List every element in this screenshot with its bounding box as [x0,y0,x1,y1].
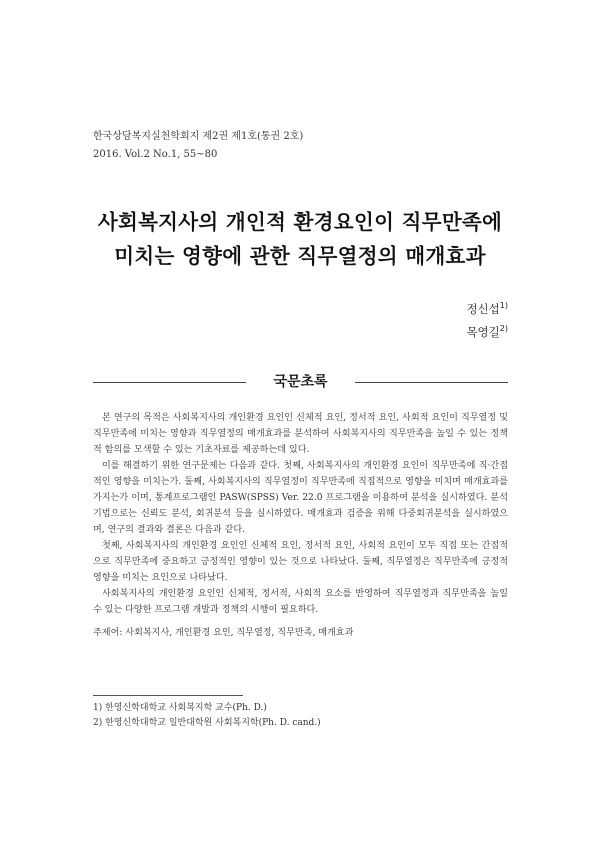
author-1 [466,296,508,319]
keywords: 주제어: 사회복지사, 개인환경 요인, 직무열정, 직무만족, 매개효과 [93,628,354,638]
abstract-header [93,372,508,392]
title-line-1: 사회복지사의 개인적 환경요인이 직무만족에 [97,210,503,234]
divider-right [355,382,508,383]
abstract-paragraph: 사회복지사의 개인환경 요인인 신체적, 정서적, 사회적 요소를 반영하여 직무열정과 직무만족을 높일 수 있는 다양한 프로그램 개발과 정책의 시행이 필요하다. [93,589,508,615]
footnote-2: 2) 한영신학대학교 일반대학원 사회복지학(Ph. D. cand.) [93,718,321,728]
author-list [466,296,508,342]
journal-info [93,128,303,164]
abstract-heading: 국문초록 [273,374,328,390]
footnote-1: 1) 한영신학대학교 사회복지학 교수(Ph. D.) [93,703,267,713]
abstract-body [93,410,508,618]
author-name: 목영길 [466,324,500,339]
footnote-divider [93,695,243,696]
title-line-2: 미치는 영향에 관한 직무열정의 매개효과 [114,244,486,268]
footnote-mark: 2) [499,323,508,333]
abstract-paragraph: 이를 해결하기 위한 연구문제는 다음과 같다. 첫째, 사회복지사의 개인환경 요인이 직무만족에 직·간접적인 영향을 미치는가. 둘째, 사회복지사의 직무열정이 직무만족에 직접적으로 영향을 미치며 매개효과를 가지는가 이며, 통계프로그램인 PASW(SPSS) Ver. 22.0 프로그램을 이용하여 분석을 실시하였다. 분석기법으로는 신뢰도 분석, 회귀분석 등을 실시하였다. 매개효과 검증을 위해 다중회귀분석을 실시하였으며, 연구의 결과와 결론은 다음과 같다. [93,461,508,535]
author-name: 정신섭 [466,301,500,316]
journal-name: 한국상담복지실천학회지 제2권 제1호(통권 2호) [93,131,304,142]
abstract-paragraph: 첫째, 사회복지사의 개인환경 요인인 신체적 요인, 정서적 요인, 사회적 요인이 모두 직접 또는 간접적으로 직무만족에 중요하고 긍정적인 영향이 있는 것으로 나타났다. 둘째, 직무열정은 직무만족에 긍정적 영향을 미치는 요인으로 나타났다. [93,541,508,583]
paper-title [0,205,600,273]
abstract-paragraph: 본 연구의 목적은 사회복지사의 개인환경 요인인 신체적 요인, 정서적 요인, 사회적 요인이 직무열정 및 직무만족에 미치는 영향과 직무열정의 매개효과를 분석하여 사회복지사의 직무만족을 높일 수 있는 정책적 함의를 모색할 수 있는 기초자료를 제공하는데 있다. [93,413,508,455]
author-2 [466,319,508,342]
journal-issue: 2016. Vol.2 No.1, 55~80 [93,149,218,160]
footnotes [93,701,321,731]
footnote-mark: 1) [499,301,508,310]
